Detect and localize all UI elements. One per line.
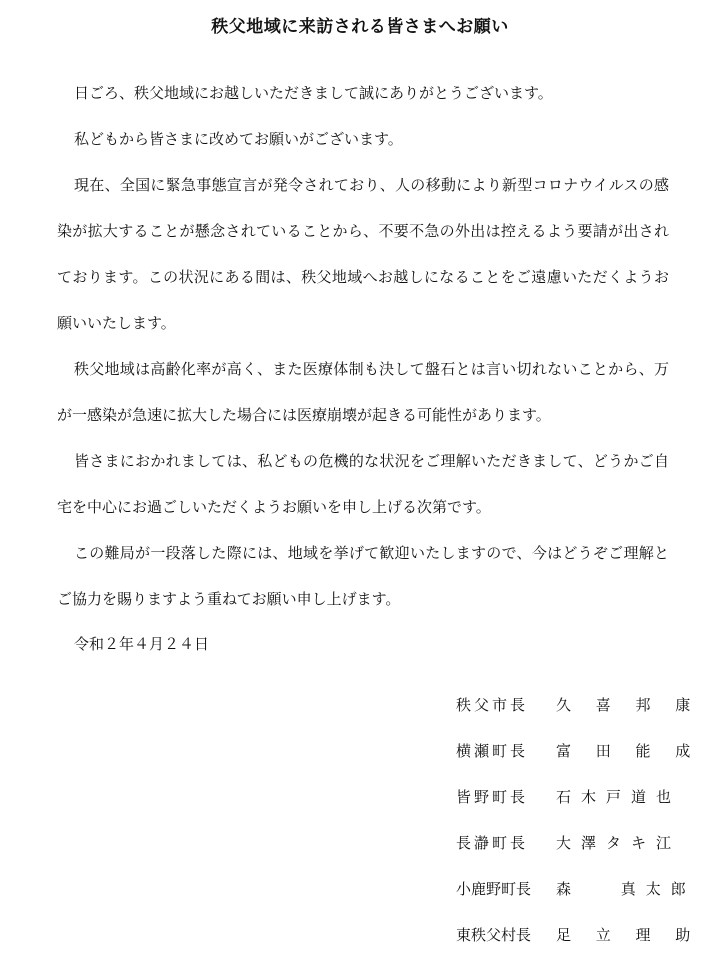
signatory-name: 大澤タキ江 (556, 834, 682, 852)
signatory-name: 足 立 理 助 (556, 926, 701, 944)
paragraph-greeting: 日ごろ、秩父地域にお越しいただきまして誠にありがとうございます。 (74, 84, 553, 102)
signatory-name: 久 喜 邦 康 (556, 696, 701, 714)
document-title: 秩父地域に来訪される皆さまへお願い (211, 17, 509, 37)
signatory-name: 石木戸道也 (556, 788, 682, 806)
document-date: 令和２年４月２４日 (74, 635, 210, 653)
signatory-office: 皆野町長 (456, 788, 529, 806)
paragraph-stay-home: 皆さまにおかれましては、私どもの危機的な状況をご理解いただきまして、どうかご自宅を中心にお過ごしいただくようお願いを申し上げる次第です。 (57, 452, 669, 516)
paragraph-closing: この難局が一段落した際には、地域を挙げて歓迎いたしますので、今はどうぞご理解とご協力を賜りますよう重ねてお願い申し上げます。 (57, 544, 669, 608)
signatory-office: 小鹿野町長 (456, 880, 532, 898)
signatory-name: 森 真太郎 (556, 880, 696, 898)
paragraph-request-intro: 私どもから皆さまに改めてお願いがございます。 (74, 130, 403, 148)
paragraph-medical: 秩父地域は高齢化率が高く、また医療体制も決して盤石とは言い切れないことから、万が一感染が急速に拡大した場合には医療崩壊が起きる可能性があります。 (57, 360, 669, 424)
paragraph-emergency: 現在、全国に緊急事態宣言が発令されており、人の移動により新型コロナウイルスの感染が拡大することが懸念されていることから、不要不急の外出は控えるよう要請が出されております。この状況にある間は、秩父地域へお越しになることをご遠慮いただくようお願いいたします。 (57, 176, 669, 332)
signatory-office: 東秩父村長 (456, 926, 532, 944)
signatory-office: 秩父市長 (456, 696, 529, 714)
signatory-office: 長瀞町長 (456, 834, 529, 852)
signatory-name: 富 田 能 成 (556, 742, 701, 760)
signatory-office: 横瀬町長 (456, 742, 529, 760)
